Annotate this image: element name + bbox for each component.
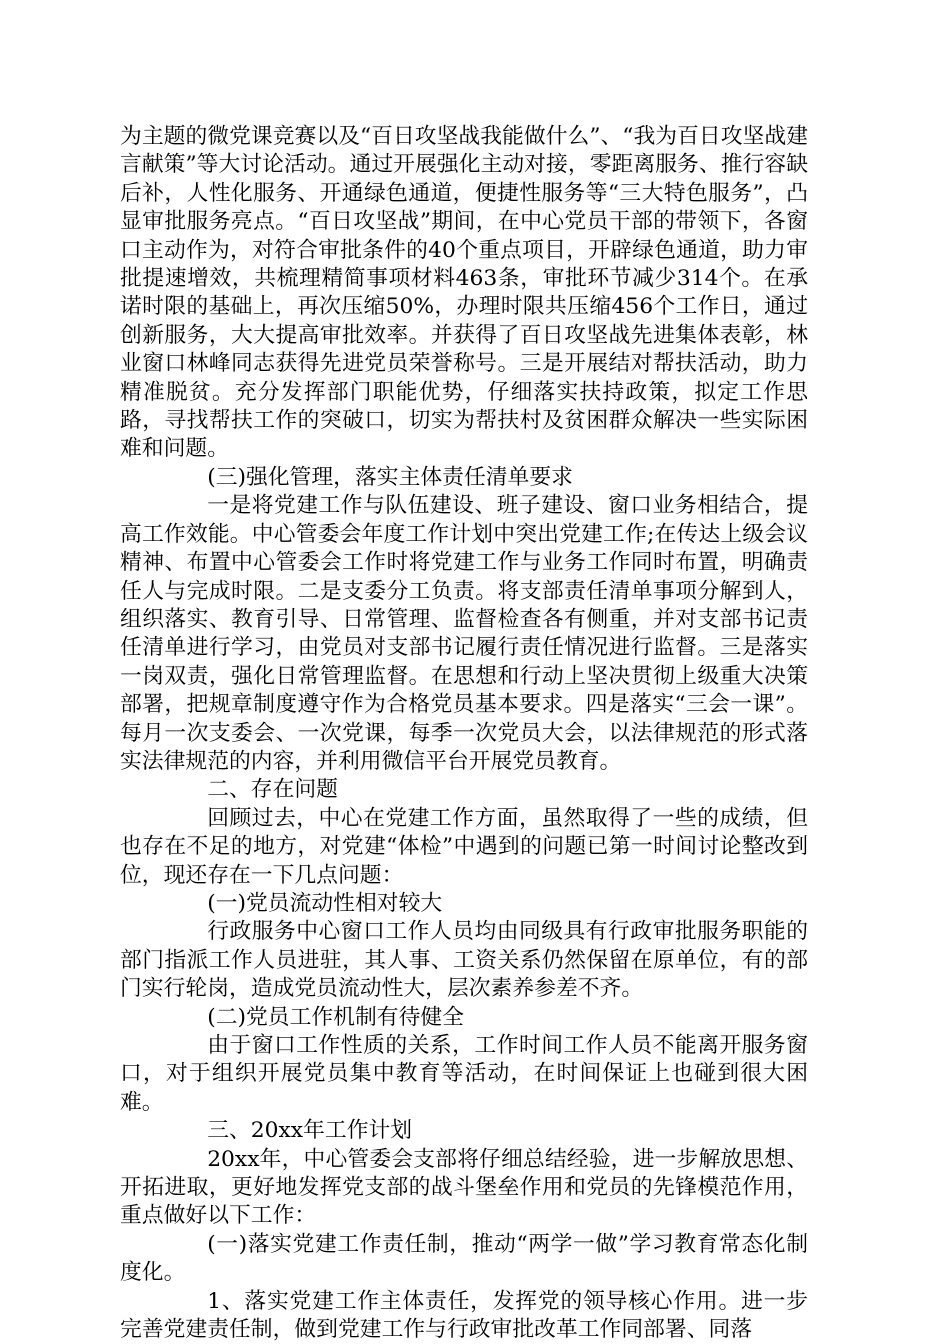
- heading-mobility: (一)党员流动性相对较大: [207, 890, 443, 916]
- heading-existing-problems: 二、存在问题: [207, 777, 338, 803]
- paragraph-mechanism: 由于窗口工作性质的关系，工作时间工作人员不能离开服务窗口，对于组织开展党员集中教育等活动，在时间保证上也碰到很大困难。: [120, 1033, 808, 1115]
- paragraph-1: 为主题的微党课竞赛以及“百日攻坚战我能做什么”、“我为百日攻坚战建言献策”等大讨论活动。通过开展强化主动对接，零距离服务、推行容缺后补，人性化服务、开通绿色通道，便捷性服务等“三大特色服务”，凸显审批服务亮点。“百日攻坚战”期间，在中心党员干部的带领下，各窗口主动作为，对符合审批条件的40个重点项目，开辟绿色通道，助力审批提速增效，共梳理精简事项材料463条，审批环节减少314个。在承诺时限的基础上，再次压缩50%，办理时限共压缩456个工作日，通过创新服务，大大提高审批效率。并获得了百日攻坚战先进集体表彰，林业窗口林峰同志获得先进党员荣誉称号。三是开展结对帮扶活动，助力精准脱贫。充分发挥部门职能优势，仔细落实扶持政策，拟定工作思路，寻找帮扶工作的突破口，切实为帮扶村及贫困群众解决一些实际困难和问题。: [120, 124, 808, 462]
- heading-responsibility-system: (一)落实党建工作责任制，推动“两学一做”学习教育常态化制度化。: [120, 1231, 808, 1286]
- heading-work-plan: 三、20xx年工作计划: [207, 1118, 413, 1144]
- paragraph-work-plan: 20xx年，中心管委会支部将仔细总结经验，进一步解放思想、开拓进取，更好地发挥党支部的战斗堡垒作用和党员的先锋模范作用，重点做好以下工作：: [120, 1146, 808, 1229]
- paragraph-mobility: 行政服务中心窗口工作人员均由同级具有行政审批服务职能的部门指派工作人员进驻，其人事、工资关系仍然保留在原单位，有的部门实行轮岗，造成党员流动性大，层次素养参差不齐。: [120, 919, 808, 1002]
- paragraph-review: 回顾过去，中心在党建工作方面，虽然取得了一些的成绩，但也存在不足的地方，对党建“体检”中遇到的问题已第一时间讨论整改到位，现还存在一下几点问题：: [120, 805, 808, 888]
- heading-strengthen-management: (三)强化管理，落实主体责任清单要求: [207, 464, 573, 490]
- paragraph-responsibility: 1、落实党建工作主体责任，发挥党的领导核心作用。进一步完善党建责任制，做到党建工作与行政审批改革工作同部署、同落: [120, 1288, 808, 1343]
- paragraph-management: 一是将党建工作与队伍建设、班子建设、窗口业务相结合，提高工作效能。中心管委会年度工作计划中突出党建工作;在传达上级会议精神、布置中心管委会工作时将党建工作与业务工作同时布置，明确责任人与完成时限。二是支委分工负责。将支部责任清单事项分解到人，组织落实、教育引导、日常管理、监督检查各有侧重，并对支部书记责任清单进行学习，由党员对支部书记履行责任情况进行监督。三是落实一岗双责，强化日常管理监督。在思想和行动上坚决贯彻上级重大决策部署，把规章制度遵守作为合格党员基本要求。四是落实“三会一课”。每月一次支委会、一次党课，每季一次党员大会，以法律规范的形式落实法律规范的内容，并利用微信平台开展党员教育。: [120, 493, 808, 774]
- heading-mechanism: (二)党员工作机制有待健全: [207, 1004, 464, 1030]
- document-page: [120, 123, 808, 1344]
